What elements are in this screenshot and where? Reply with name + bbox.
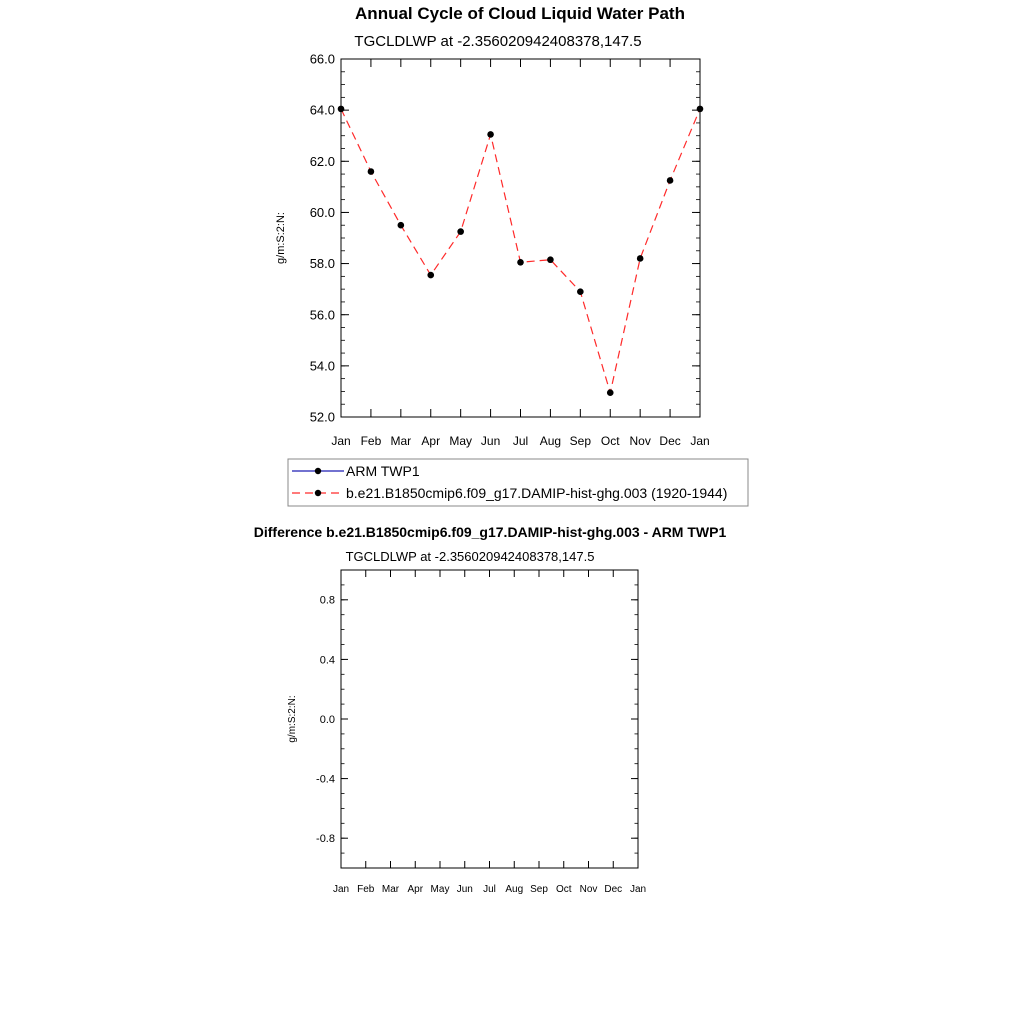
top-x-tick-label: Oct <box>600 434 620 448</box>
top-x-tick-label: Mar <box>390 434 412 448</box>
bottom-x-tick-label: Feb <box>357 884 375 895</box>
bottom-x-tick-label: Jan <box>332 884 350 895</box>
top-data-point <box>547 256 554 263</box>
top-y-tick-label: 56.0 <box>309 307 335 323</box>
bottom-x-tick-label: Mar <box>381 884 400 895</box>
legend-marker-arm <box>315 468 321 474</box>
top-data-point <box>457 228 464 235</box>
top-y-tick-label: 60.0 <box>309 204 335 220</box>
top-series-line <box>341 109 700 393</box>
top-y-tick-label: 52.0 <box>309 409 335 425</box>
bottom-x-tick-label: Jan <box>629 884 647 895</box>
top-data-point <box>637 255 644 262</box>
top-data-point <box>667 177 674 184</box>
top-frame <box>341 59 700 417</box>
bottom-x-tick-label: Apr <box>407 884 424 895</box>
bottom-x-tick-label: Sep <box>530 884 548 895</box>
bottom-x-tick-label: Dec <box>604 884 623 895</box>
bottom-x-tick-label: Jul <box>483 884 496 895</box>
top-y-tick-label: 58.0 <box>309 256 335 272</box>
bottom-frame <box>341 570 638 868</box>
top-data-point <box>697 106 704 113</box>
bottom-y-tick-label: 0.4 <box>319 654 335 667</box>
top-y-axis-label: g/m:S:2:N: <box>275 212 287 264</box>
top-x-tick-label: Jul <box>512 434 529 448</box>
top-x-tick-label: Jan <box>690 434 710 448</box>
bottom-y-axis-label: g/m:S:2:N: <box>287 695 298 743</box>
top-y-tick-label: 64.0 <box>309 102 335 118</box>
bottom-x-tick-label: Aug <box>505 884 524 895</box>
bottom-y-tick-label: 0.0 <box>319 713 335 726</box>
top-x-tick-label: May <box>449 434 473 448</box>
top-y-tick-label: 66.0 <box>309 51 335 67</box>
top-data-point <box>517 259 524 266</box>
bottom-y-tick-label: 0.8 <box>319 594 335 607</box>
legend-marker-model <box>315 490 321 496</box>
top-data-point <box>607 389 614 396</box>
legend <box>288 459 748 506</box>
top-chart-subtitle: TGCLDLWP at -2.356020942408378,147.5 <box>354 33 642 50</box>
top-data-point <box>427 272 434 279</box>
top-data-point <box>398 222 405 229</box>
top-data-point <box>368 168 375 175</box>
top-x-tick-label: Nov <box>629 434 651 448</box>
bottom-x-tick-label: May <box>430 884 450 895</box>
top-x-tick-label: Jan <box>331 434 351 448</box>
bottom-y-tick-label: -0.4 <box>316 773 335 786</box>
top-data-point <box>338 106 345 113</box>
top-y-tick-label: 62.0 <box>309 153 335 169</box>
bottom-x-tick-label: Oct <box>555 884 572 895</box>
top-x-tick-label: Aug <box>539 434 562 448</box>
top-chart-plot <box>275 52 710 448</box>
top-chart-title: Annual Cycle of Cloud Liquid Water Path <box>355 4 685 23</box>
top-x-tick-label: Feb <box>360 434 382 448</box>
top-data-point <box>487 131 494 138</box>
top-x-tick-label: Sep <box>569 434 592 448</box>
top-data-point <box>577 288 584 295</box>
top-x-tick-label: Apr <box>421 434 441 448</box>
top-y-tick-label: 54.0 <box>309 358 335 374</box>
bottom-y-tick-label: -0.8 <box>316 833 335 846</box>
top-x-tick-label: Jun <box>480 434 501 448</box>
bottom-chart-plot <box>287 570 646 895</box>
bottom-x-tick-label: Nov <box>579 884 598 895</box>
legend-label-model: b.e21.B1850cmip6.f09_g17.DAMIP-hist-ghg.003 (1920-1944) <box>346 485 728 501</box>
top-x-tick-label: Dec <box>659 434 681 448</box>
bottom-chart-subtitle: TGCLDLWP at -2.356020942408378,147.5 <box>345 549 595 564</box>
legend-label-arm: ARM TWP1 <box>346 463 420 479</box>
bottom-x-tick-label: Jun <box>456 884 473 895</box>
bottom-chart-title: Difference b.e21.B1850cmip6.f09_g17.DAMIP-hist-ghg.003 - ARM TWP1 <box>253 524 727 540</box>
